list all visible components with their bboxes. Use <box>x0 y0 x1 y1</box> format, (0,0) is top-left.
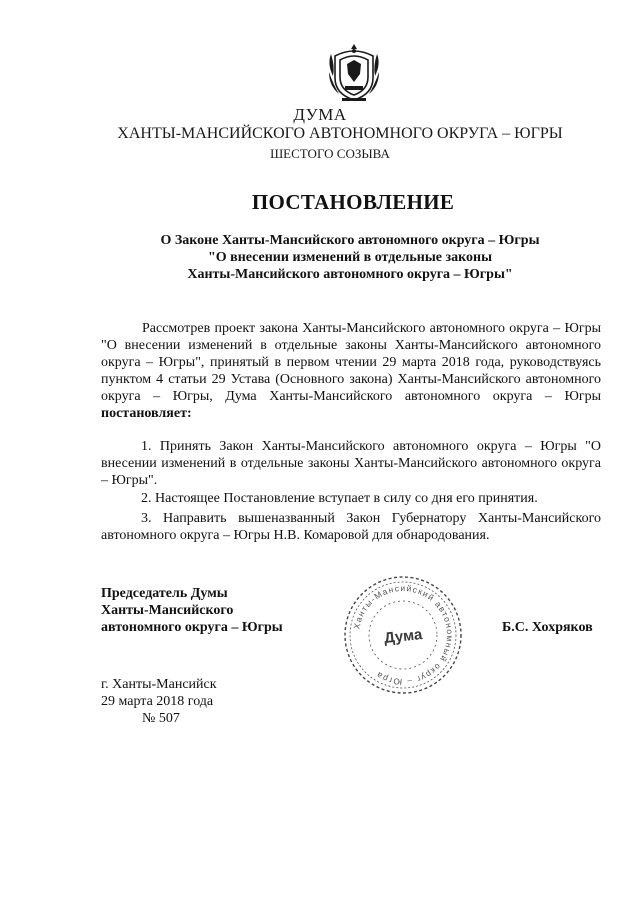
resolution-verb: постановляет: <box>101 406 192 421</box>
signatory-name: Б.С. Хохряков <box>502 620 593 635</box>
document-subject <box>0 232 640 283</box>
subject-line: О Законе Ханты-Мансийского автономного округа – Югры <box>160 233 540 248</box>
stamp-ring-text: Ханты-Мансийский автономный округ – Югра <box>351 582 456 688</box>
resolution-item: 1. Принять Закон Ханты-Мансийского автономного округа – Югры "О внесении изменений в отдельные законы Ханты-Мансийского автономного округа – Югры". <box>101 439 601 488</box>
issue-city: г. Ханты-Мансийск <box>101 677 217 692</box>
subject-line: Ханты-Мансийского автономного округа – Югры" <box>187 267 513 282</box>
coat-of-arms-icon <box>325 42 383 104</box>
signatory-title <box>101 585 283 636</box>
document-footer <box>101 676 217 727</box>
signatory-title-line: автономного округа – Югры <box>101 620 283 635</box>
signatory-title-line: Председатель Думы <box>101 586 228 601</box>
resolution-item: 2. Настоящее Постановление вступает в силу со дня его принятия. <box>141 491 538 506</box>
document-number: № 507 <box>142 711 180 726</box>
convocation-label: ШЕСТОГО СОЗЫВА <box>270 146 390 161</box>
preamble-text: Рассмотрев проект закона Ханты-Мансийского автономного округа – Югры "О внесении изменений в отдельные законы Ханты-Мансийского автономного округа – Югры", принятый в первом чтении 29 марта 2018 года, руководствуясь пунктом 4 статьи 29 Устава (Основного закона) Ханты-Мансийского автономного округа – Югры, Дума Ханты-Мансийского автономного округа – Югры <box>101 321 601 404</box>
preamble-paragraph <box>101 320 601 422</box>
issue-date: 29 марта 2018 года <box>101 694 214 709</box>
signatory-title-line: Ханты-Мансийского <box>101 603 234 618</box>
stamp-center-text: Дума <box>383 626 424 647</box>
duma-title: ДУМА <box>293 105 347 124</box>
subject-line: "О внесении изменений в отдельные законы <box>207 250 493 265</box>
document-type-heading: ПОСТАНОВЛЕНИЕ <box>251 190 455 214</box>
resolution-item: 3. Направить вышеназванный Закон Губернатору Ханты-Мансийского автономного округа – Югры Н.В. Комаровой для обнародования. <box>101 511 601 543</box>
official-stamp <box>340 572 466 698</box>
okrug-title: ХАНТЫ-МАНСИЙСКОГО АВТОНОМНОГО ОКРУГА – ЮГРЫ <box>117 125 563 142</box>
